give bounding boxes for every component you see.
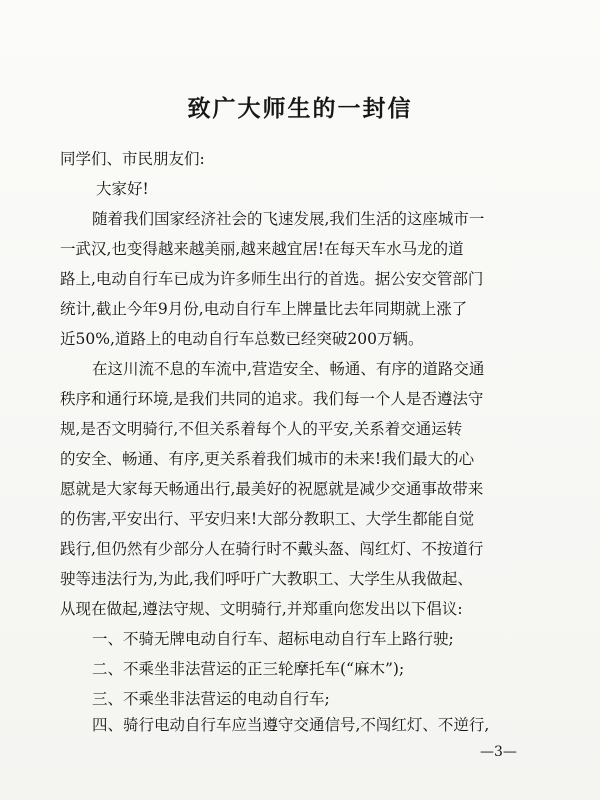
list-item: 三、不乘坐非法营运的电动自行车; xyxy=(92,690,330,708)
paragraph-line: 秩序和通行环境,是我们共同的追求。我们每一个人是否遵法守 xyxy=(60,390,484,408)
paragraph-line: 在这川流不息的车流中,营造安全、畅通、有序的道路交通 xyxy=(92,360,485,378)
page-number: —3— xyxy=(480,744,517,760)
paragraph-line: 践行,但仍然有少部分人在骑行时不戴头盔、闯红灯、不按道行 xyxy=(60,540,484,558)
paragraph-line: 的伤害,平安出行、平安归来!大部分教职工、大学生都能自觉 xyxy=(60,510,475,528)
paragraph-line: 的安全、畅通、有序,更关系着我们城市的未来!我们最大的心 xyxy=(60,450,475,468)
paragraph-line: 规,是否文明骑行,不但关系着每个人的平安,关系着交通运转 xyxy=(60,420,463,438)
list-item: 四、骑行电动自行车应当遵守交通信号,不闯红灯、不逆行, xyxy=(92,716,490,734)
salutation: 同学们、市民朋友们: xyxy=(60,150,205,168)
list-item: 二、不乘坐非法营运的正三轮摩托车(“麻木”); xyxy=(92,660,405,678)
paragraph-line: 从现在做起,遵法守规、文明骑行,并郑重向您发出以下倡议: xyxy=(60,600,463,618)
paragraph-line: 随着我们国家经济社会的飞速发展,我们生活的这座城市一 xyxy=(92,210,485,228)
paragraph-line: 统计,截止今年9月份,电动自行车上牌量比去年同期就上涨了 xyxy=(60,300,468,318)
document-title: 致广大师生的一封信 xyxy=(187,95,413,122)
greeting: 大家好! xyxy=(96,180,149,198)
paragraph-line: 愿就是大家每天畅通出行,最美好的祝愿就是减少交通事故带来 xyxy=(60,480,484,498)
paragraph-line: 一武汉,也变得越来越美丽,越来越宜居!在每天车水马龙的道 xyxy=(60,240,464,258)
paragraph-line: 近50%,道路上的电动自行车总数已经突破200万辆。 xyxy=(60,330,424,348)
paragraph-line: 驶等违法行为,为此,我们呼吁广大教职工、大学生从我做起、 xyxy=(60,570,473,588)
list-item: 一、不骑无牌电动自行车、超标电动自行车上路行驶; xyxy=(92,630,454,648)
paragraph-line: 路上,电动自行车已成为许多师生出行的首选。据公安交管部门 xyxy=(60,270,484,288)
